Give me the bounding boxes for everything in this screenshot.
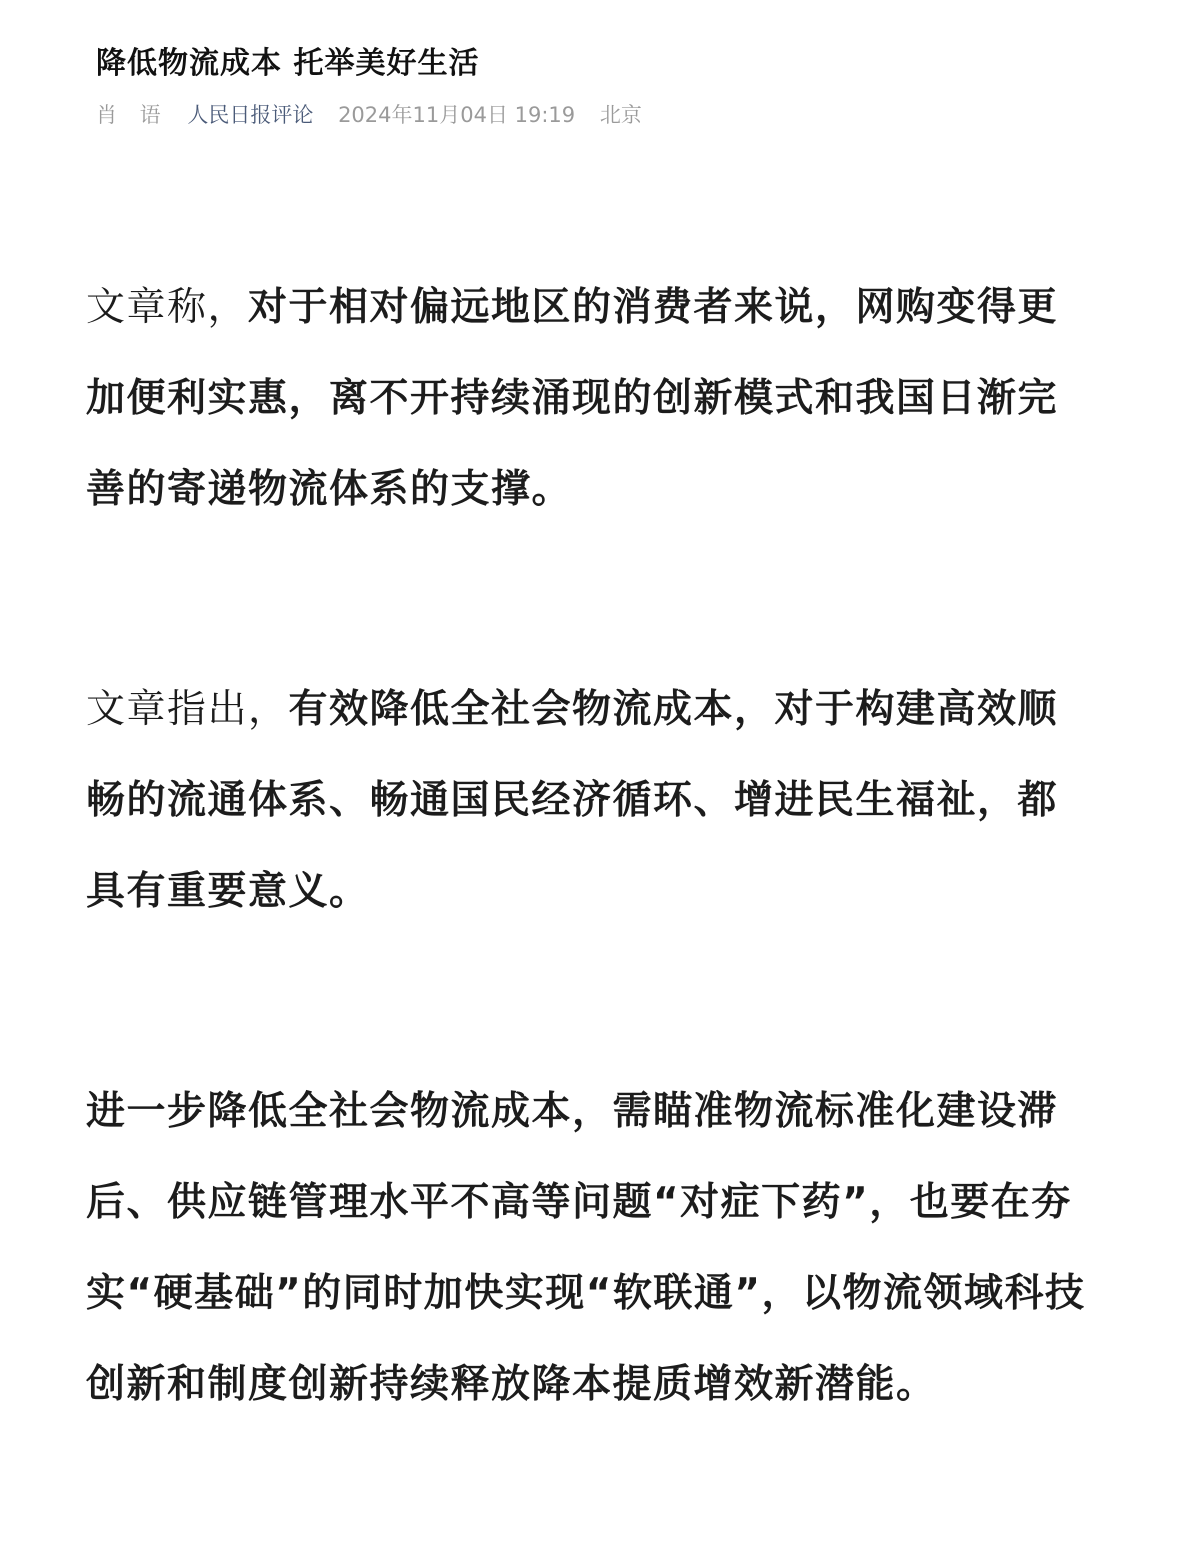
article-title: 降低物流成本 托举美好生活 [96,46,480,81]
paragraph-2 [86,664,1096,937]
author-name: 肖 语 [96,103,169,127]
article-meta [96,98,1096,132]
paragraph-lead: 文章称， [86,285,249,330]
article-header [96,40,1096,132]
paragraph-text: 对于相对偏远地区的消费者来说，网购变得更加便利实惠，离不开持续涌现的创新模式和我国日渐完善的寄递物流体系的支撑。 [86,285,1059,512]
source-account-link[interactable]: 人民日报评论 [187,103,314,127]
paragraph-text: 有效降低全社会物流成本，对于构建高效顺畅的流通体系、畅通国民经济循环、增进民生福祉，都具有重要意义。 [86,687,1059,914]
paragraph-1 [86,262,1096,535]
paragraph-3 [86,1066,1096,1430]
publish-datetime: 2024年11月04日 19:19 [338,103,576,127]
publish-location: 北京 [599,103,642,127]
paragraph-lead: 文章指出， [86,687,289,732]
article-body [86,262,1096,1559]
paragraph-text: 进一步降低全社会物流成本，需瞄准物流标准化建设滞后、供应链管理水平不高等问题“对症下药”，也要在夯实“硬基础”的同时加快实现“软联通”，以物流领域科技创新和制度创新持续释放降本提质增效新潜能。 [86,1089,1086,1407]
